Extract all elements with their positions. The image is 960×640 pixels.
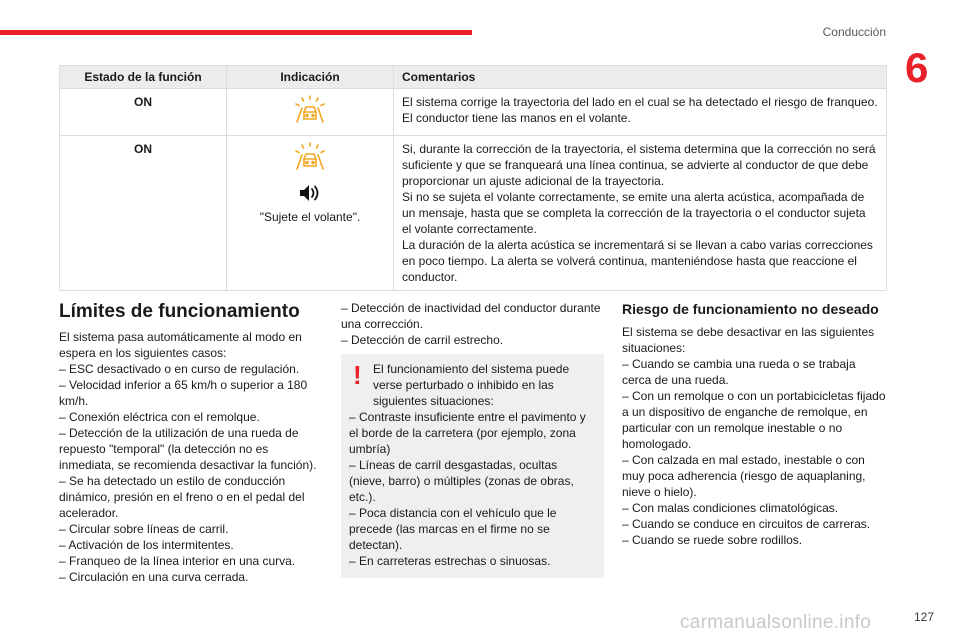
list-item: – Detección de la utilización de una rueda de repuesto "temporal" (la detección no es inmediata, se recomienda desactivar la función).: [59, 426, 317, 472]
list-item: – En carreteras estrechas o sinuosas.: [349, 554, 551, 568]
risk-title: Riesgo de funcionamiento no deseado: [622, 301, 879, 317]
list-item: – Circulación en una curva cerrada.: [59, 570, 249, 584]
table-cell-comments: [394, 136, 887, 291]
list-item: – Contraste insuficiente entre el pavimento y el borde de la carretera (por ejemplo, zona umbría): [349, 410, 586, 456]
section-title: Conducción: [822, 25, 886, 39]
list-item: – Cuando se ruede sobre rodillos.: [622, 533, 803, 547]
risk-intro: El sistema se debe desactivar en las siguientes situaciones:: [622, 325, 875, 355]
list-item: – Con un remolque o con un portabicicletas fijado a un dispositivo de enganche de remolque, en particular con un remolque inestable o no homologado.: [622, 389, 886, 451]
table-cell-comments: [394, 89, 887, 136]
list-item: – Franqueo de la línea interior en una curva.: [59, 554, 296, 568]
list-item: – ESC desactivado o en curso de regulación.: [59, 362, 300, 376]
list-item: – Velocidad inferior a 65 km/h o superior a 180 km/h.: [59, 378, 308, 408]
list-item: – Circular sobre líneas de carril.: [59, 522, 229, 536]
list-item: – Cuando se conduce en circuitos de carreras.: [622, 517, 871, 531]
watermark: carmanualsonline.info: [680, 612, 872, 633]
chapter-number: 6: [905, 44, 929, 91]
table-cell-indication: [227, 136, 394, 291]
lane-keep-warning-icon: [293, 94, 327, 124]
function-status-table: [59, 65, 887, 291]
list-item: – Activación de los intermitentes.: [59, 538, 234, 552]
table-header-state: Estado de la función: [60, 66, 227, 89]
speaker-icon: [298, 183, 322, 203]
table-cell-state: ON: [60, 89, 227, 136]
list-item: – Líneas de carril desgastadas, ocultas (nieve, barro) o múltiples (zonas de obras, etc.).: [349, 458, 574, 504]
table-row: [60, 89, 887, 136]
comment-text: Si, durante la corrección de la trayectoria, el sistema determina que la corrección no será suficiente y que se franqueará una línea continua, se advierte al conductor de que debe proporcionar un ajuste adicional de la trayectoria. Si no se sujeta el volante correctamente, se emite una alerta acústica, acompañada de un mensaje, hasta que se completa la corrección de la trayectoria o el conductor sujeta el volante correctamente. La duración de la alerta acústica se incrementará si se llevan a cabo varias correcciones en poco tiempo. La alerta se volverá continua, manteniéndose hasta que reaccione el conductor.: [402, 142, 876, 284]
lane-keep-warning-icon: [293, 141, 327, 171]
limits-column: [59, 300, 321, 585]
list-item: – Cuando se cambia una rueda o se trabaja cerca de una rueda.: [622, 357, 856, 387]
list-item: – Poca distancia con el vehículo que le precede (las marcas en el firme no se detectan).: [349, 506, 557, 552]
table-row: [60, 136, 887, 291]
list-item: – Conexión eléctrica con el remolque.: [59, 410, 260, 424]
list-item: – Con calzada en mal estado, inestable o con muy poca adherencia (riesgo de aquaplaning, nieve o hielo).: [622, 453, 866, 499]
list-item: – Detección de carril estrecho.: [341, 333, 504, 347]
limits-continued-column: [341, 300, 604, 578]
indication-text: "Sujete el volante".: [259, 210, 361, 224]
limits-title: Límites de funcionamiento: [59, 301, 300, 322]
warning-note: [341, 354, 604, 578]
page-number: 127: [913, 610, 934, 624]
list-item: – Detección de inactividad del conductor durante una corrección.: [341, 301, 601, 331]
risk-column: [622, 300, 887, 548]
warning-exclamation-icon: !: [353, 360, 362, 390]
limits-intro: El sistema pasa automáticamente al modo en espera en los siguientes casos:: [59, 330, 302, 360]
table-cell-indication: [227, 89, 394, 136]
table-header-row: [60, 66, 887, 89]
comment-text: El sistema corrige la trayectoria del lado en el cual se ha detectado el riesgo de franqueo. El conductor tiene las manos en el volante.: [402, 95, 878, 125]
header-red-bar: [0, 30, 472, 35]
list-item: – Se ha detectado un estilo de conducción dinámico, presión en el freno o en el pedal del acelerador.: [59, 474, 305, 520]
table-header-comments: Comentarios: [394, 66, 887, 89]
table-cell-state: ON: [60, 136, 227, 291]
warning-text: El funcionamiento del sistema puede verse perturbado o inhibido en las siguientes situaciones:: [373, 362, 570, 408]
list-item: – Con malas condiciones climatológicas.: [622, 501, 839, 515]
table-header-indication: Indicación: [227, 66, 394, 89]
